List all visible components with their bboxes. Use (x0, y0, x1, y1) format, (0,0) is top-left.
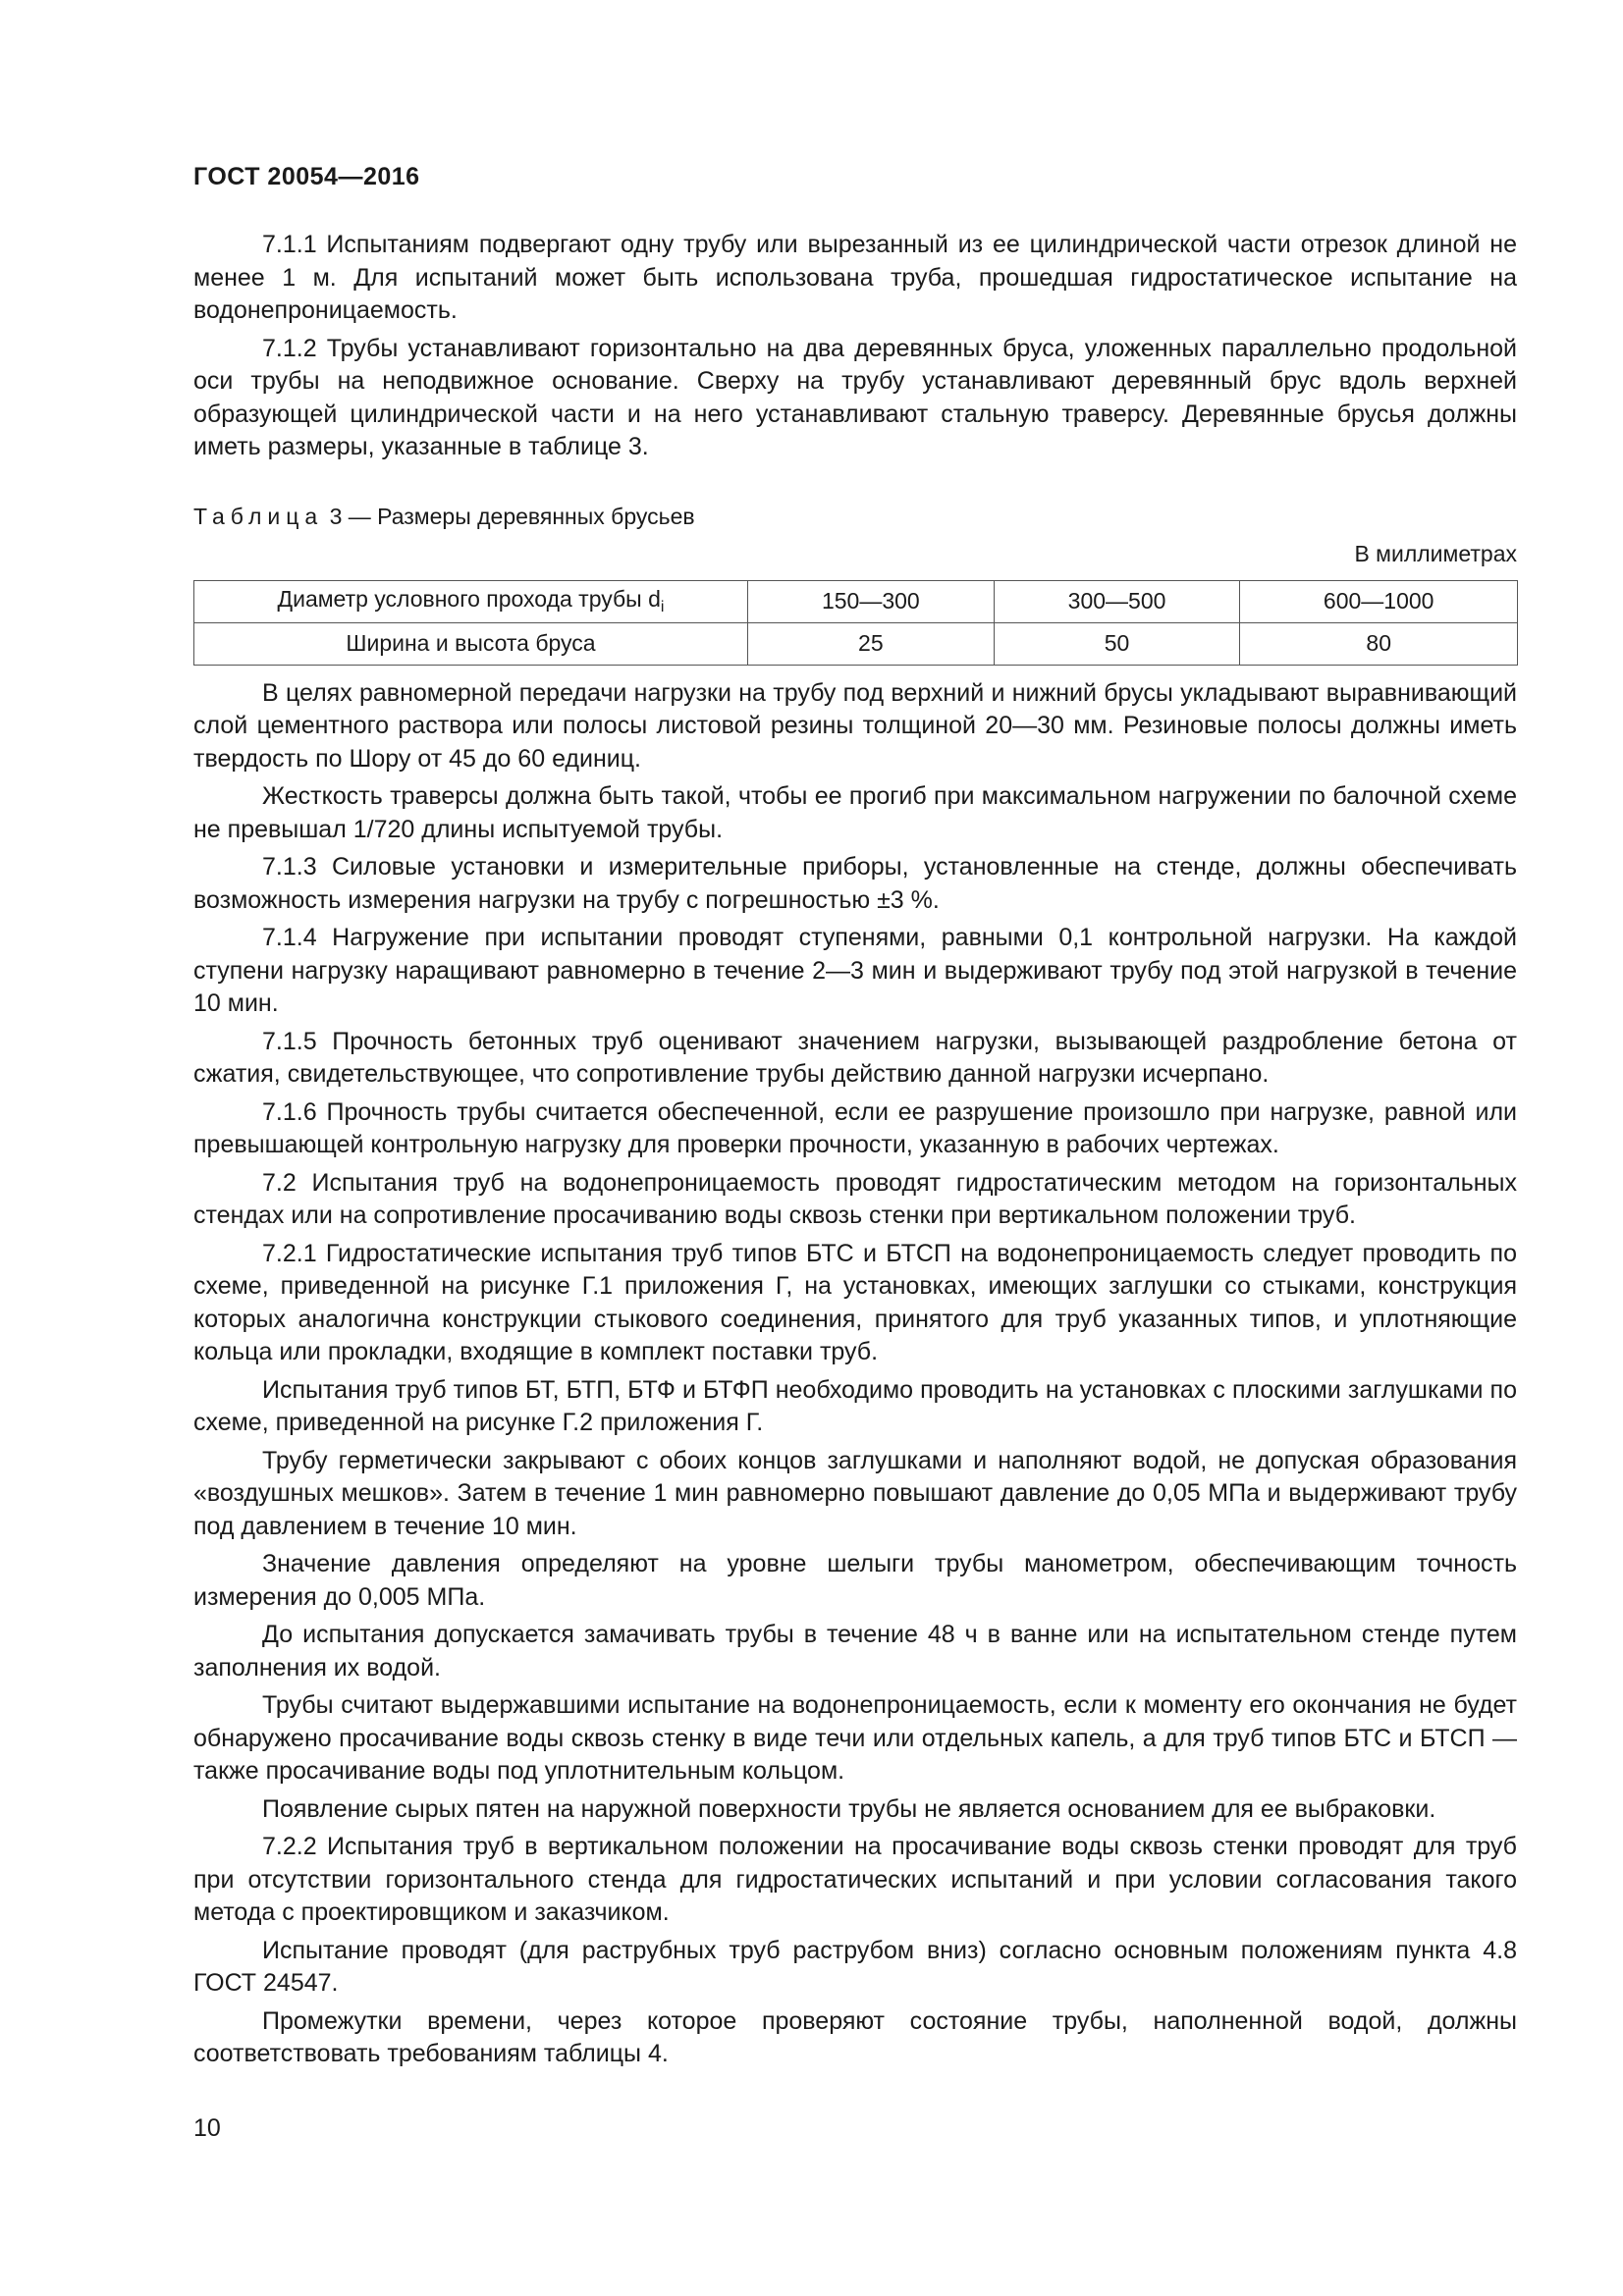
paragraph: Значение давления определяют на уровне шелыги трубы манометром, обеспечивающим точность измерения до 0,005 МПа. (193, 1550, 1517, 1611)
table-cell: 50 (994, 622, 1240, 665)
paragraph: 7.2.1 Гидростатические испытания труб типов БТС и БТСП на водонепроницаемость следует проводить по схеме, приведенной на рисунке Г.1 приложения Г, на установках, имеющих заглушки со стыками, конструкция которых аналогична конструкции стыкового соединения, принятого для труб указанных типов, и уплотняющие кольца или прокладки, входящие в комплект поставки труб. (193, 1239, 1517, 1365)
table-row (194, 580, 1518, 622)
document-header: ГОСТ 20054—2016 (193, 163, 420, 190)
paragraph: 7.1.3 Силовые установки и измерительные приборы, установленные на стенде, должны обеспечивать возможность измерения нагрузки на трубу с погрешностью ±3 %. (193, 853, 1517, 914)
paragraph: 7.1.4 Нагружение при испытании проводят ступенями, равными 0,1 контрольной нагрузки. На каждой ступени нагрузку наращивают равномерно в течение 2—3 мин и выдерживают трубу под этой нагрузкой в течение 10 мин. (193, 924, 1517, 1017)
table-cell: 25 (748, 622, 995, 665)
page-number: 10 (193, 2114, 221, 2142)
table-row (194, 622, 1518, 665)
table-cell: Ширина и высота бруса (194, 622, 748, 665)
table-cell (194, 580, 748, 622)
beam-dimensions-table (193, 580, 1518, 666)
paragraph: До испытания допускается замачивать трубы в течение 48 ч в ванне или на испытательном стенде путем заполнения их водой. (193, 1621, 1517, 1682)
row-label-subscript: i (660, 599, 665, 615)
paragraph: 7.1.2 Трубы устанавливают горизонтально на два деревянных бруса, уложенных параллельно продольной оси трубы на неподвижное основание. Сверху на трубу устанавливают деревянный брус вдоль верхней образующей цилиндрической части и на него устанавливают стальную траверсу. Деревянные брусья должны иметь размеры, указанные в таблице 3. (193, 334, 1517, 460)
paragraph: 7.2.2 Испытания труб в вертикальном положении на просачивание воды сквозь стенки проводят для труб при отсутствии горизонтального стенда для гидростатических испытаний и при условии согласования такого метода с проектировщиком и заказчиком. (193, 1833, 1517, 1926)
table-cell: 150—300 (748, 580, 995, 622)
table-cell: 300—500 (994, 580, 1240, 622)
document-body (193, 229, 1517, 2071)
paragraph: 7.1.6 Прочность трубы считается обеспеченной, если ее разрушение произошло при нагрузке, равной или превышающей контрольную нагрузку для проверки прочности, указанную в рабочих чертежах. (193, 1097, 1517, 1158)
paragraph: 7.1.5 Прочность бетонных труб оценивают значением нагрузки, вызывающей раздробление бетона от сжатия, свидетельствующее, что сопротивление трубы действию данной нагрузки исчерпано. (193, 1027, 1517, 1088)
table-caption (193, 502, 1517, 531)
paragraph: Испытания труб типов БТ, БТП, БТФ и БТФП необходимо проводить на установках с плоскими заглушками по схеме, приведенной на рисунке Г.2 приложения Г. (193, 1375, 1517, 1436)
table-cell: 80 (1240, 622, 1518, 665)
paragraph: Жесткость траверсы должна быть такой, чтобы ее прогиб при максимальном нагружении по балочной схеме не превышал 1/720 длины испытуемой трубы. (193, 782, 1517, 843)
paragraph: Испытание проводят (для раструбных труб раструбом вниз) согласно основным положениям пункта 4.8 ГОСТ 24547. (193, 1936, 1517, 1997)
table-units: В миллиметрах (1354, 540, 1517, 566)
paragraph: Промежутки времени, через которое проверяют состояние трубы, наполненной водой, должны соответствовать требованиям таблицы 4. (193, 2006, 1517, 2067)
paragraph: 7.2 Испытания труб на водонепроницаемость проводят гидростатическим методом на горизонтальных стендах или на сопротивление просачиванию воды сквозь стенки при вертикальном положении труб. (193, 1168, 1517, 1229)
table-caption-title: 3 — Размеры деревянных брусьев (323, 503, 695, 529)
paragraph: Трубу герметически закрывают с обоих концов заглушками и наполняют водой, не допуская образования «воздушных мешков». Затем в течение 1 мин равномерно повышают давление до 0,05 МПа и выдерживают трубу под давлением в течение 10 мин. (193, 1446, 1517, 1540)
row-label: Диаметр условного прохода трубы d (277, 586, 661, 612)
paragraph: Появление сырых пятен на наружной поверхности трубы не является основанием для ее выбраковки. (262, 1794, 1436, 1823)
paragraph: В целях равномерной передачи нагрузки на трубу под верхний и нижний брусы укладывают выравнивающий слой цементного раствора или полосы листовой резины толщиной 20—30 мм. Резиновые полосы должны иметь твердость по Шору от 45 до 60 единиц. (193, 678, 1517, 773)
paragraph: 7.1.1 Испытаниям подвергают одну трубу или вырезанный из ее цилиндрической части отрезок длиной не менее 1 м. Для испытаний может быть использована труба, прошедшая гидростатическое испытание на водонепроницаемость. (193, 231, 1517, 324)
table-caption-label: Таблица (193, 503, 324, 529)
table-cell: 600—1000 (1240, 580, 1518, 622)
paragraph: Трубы считают выдержавшими испытание на водонепроницаемость, если к моменту его окончания не будет обнаружено просачивание воды сквозь стенку в виде течи или отдельных капель, а для труб типов БТС и БТСП — также просачивание воды под уплотнительным кольцом. (193, 1691, 1517, 1785)
